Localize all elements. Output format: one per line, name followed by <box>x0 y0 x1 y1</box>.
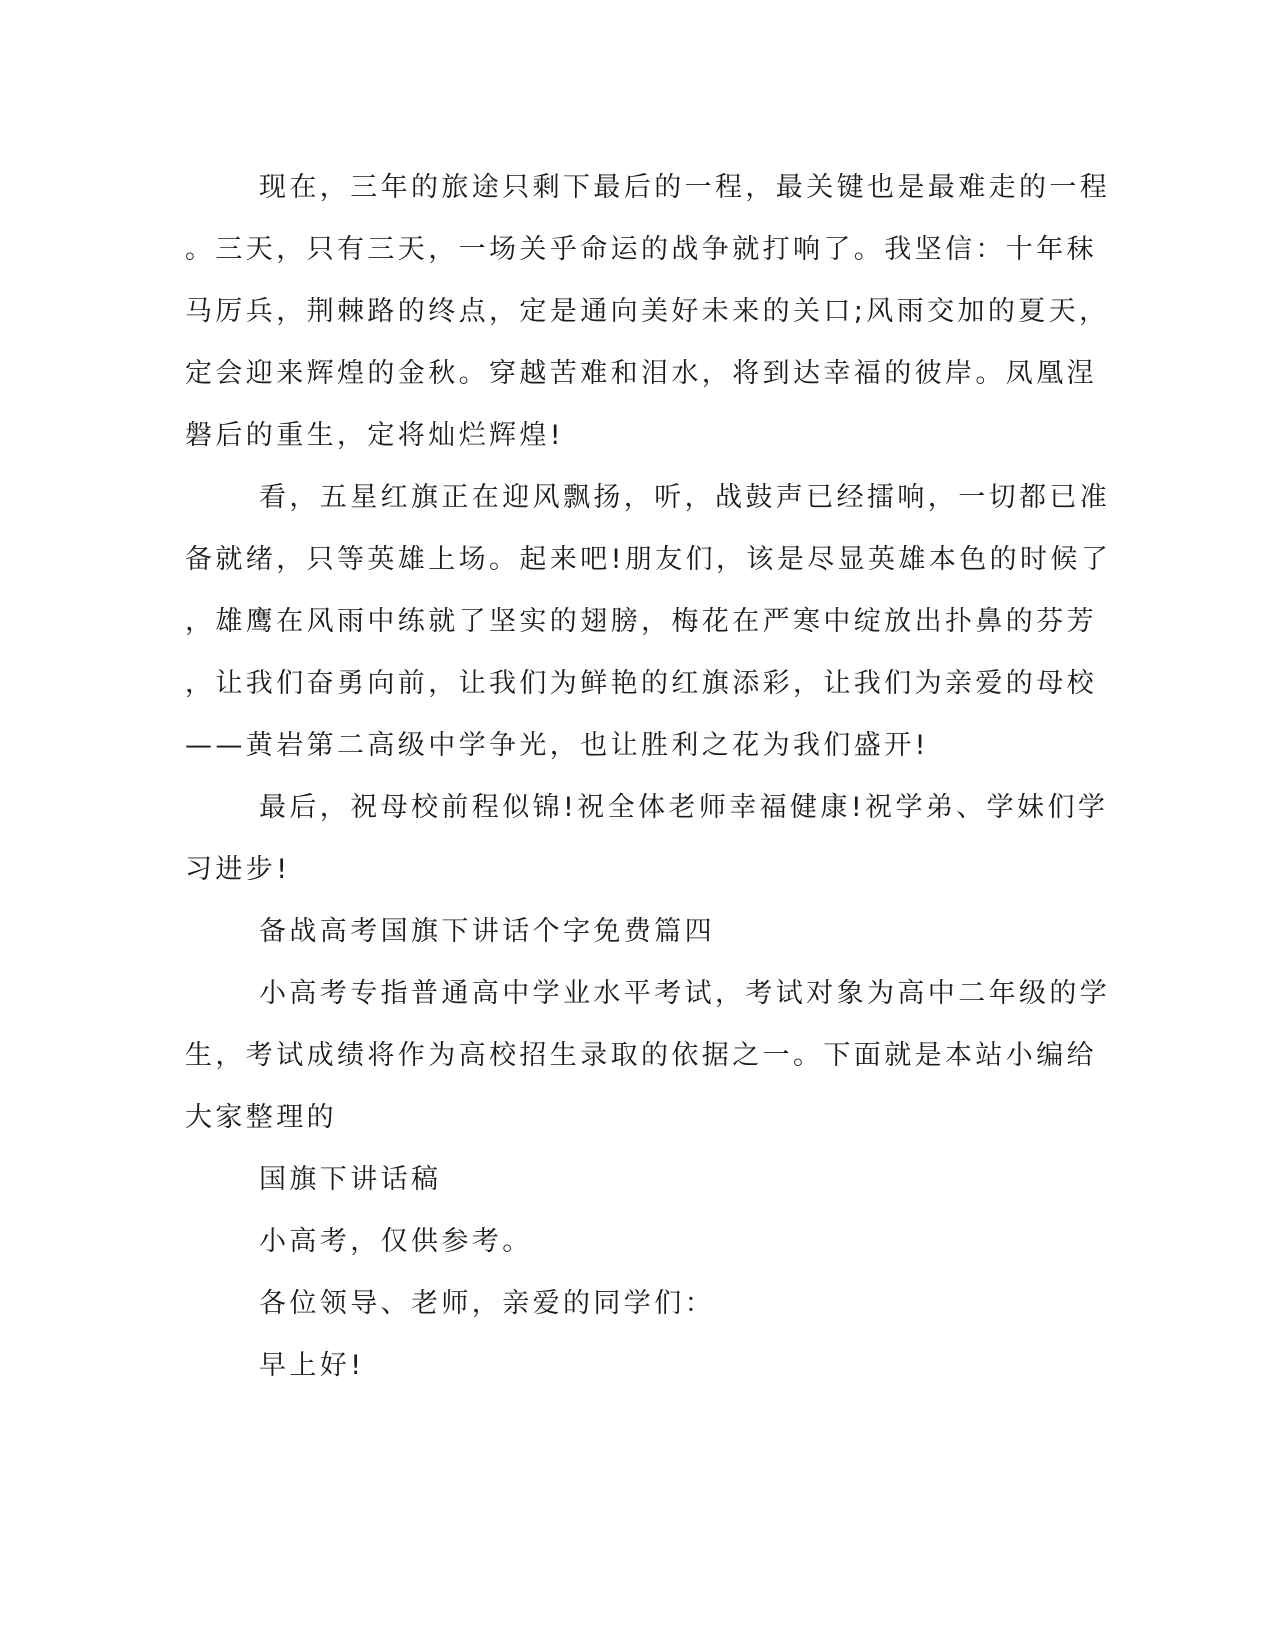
text-line: 大家整理的 <box>185 1102 337 1133</box>
text-line: 定会迎来辉煌的金秋。穿越苦难和泪水，将到达幸福的彼岸。凤凰涅 <box>185 358 1097 389</box>
text-line: 磐后的重生，定将灿烂辉煌! <box>185 420 565 451</box>
text-line: 备就绪，只等英雄上场。起来吧!朋友们，该是尽显英雄本色的时候了 <box>185 544 1112 575</box>
text-line: ——黄岩第二高级中学争光，也让胜利之花为我们盛开! <box>185 730 929 761</box>
text-line: 现在，三年的旅途只剩下最后的一程，最关键也是最难走的一程 <box>259 172 1111 203</box>
text-line: ，雄鹰在风雨中练就了坚实的翅膀，梅花在严寒中绽放出扑鼻的芬芳 <box>185 606 1097 637</box>
text-line: 马厉兵，荆棘路的终点，定是通向美好未来的关口;风雨交加的夏天， <box>185 296 1110 327</box>
text-line: 小高考，仅供参考。 <box>259 1226 533 1257</box>
section-heading: 备战高考国旗下讲话个字免费篇四 <box>259 916 715 947</box>
text-line: 国旗下讲话稿 <box>259 1164 442 1195</box>
salutation: 各位领导、老师，亲爱的同学们： <box>259 1288 715 1319</box>
text-line: 小高考专指普通高中学业水平考试，考试对象为高中二年级的学 <box>259 978 1111 1009</box>
greeting: 早上好! <box>259 1350 365 1381</box>
document-body <box>185 157 1112 1397</box>
text-line: ，让我们奋勇向前，让我们为鲜艳的红旗添彩，让我们为亲爱的母校 <box>185 668 1097 699</box>
text-line: 最后，祝母校前程似锦!祝全体老师幸福健康!祝学弟、学妹们学 <box>259 792 1109 823</box>
text-line: 。三天，只有三天，一场关乎命运的战争就打响了。我坚信：十年秣 <box>185 234 1097 265</box>
text-line: 看，五星红旗正在迎风飘扬，听，战鼓声已经擂响，一切都已准 <box>259 482 1111 513</box>
text-line: 生，考试成绩将作为高校招生录取的依据之一。下面就是本站小编给 <box>185 1040 1097 1071</box>
text-line: 习进步! <box>185 854 291 885</box>
